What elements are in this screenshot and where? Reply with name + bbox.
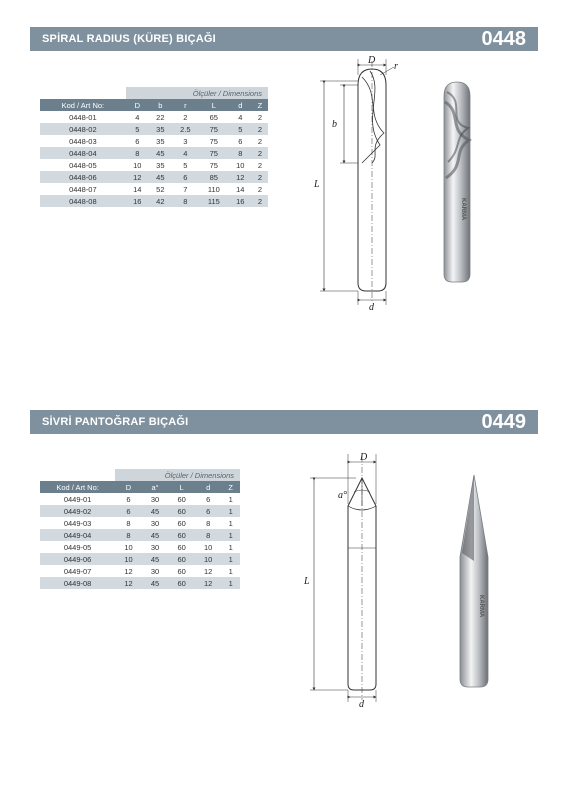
article-code-cell: 0448-03 — [40, 135, 126, 147]
label-L: L — [314, 179, 320, 190]
section-title: SİVRİ PANTOĞRAF BIÇAĞI — [42, 416, 189, 428]
dimension-cell: 5 — [229, 123, 252, 135]
dimension-cell: 6 — [195, 505, 222, 517]
dimension-cell: 45 — [142, 553, 169, 565]
dimension-cell: 45 — [149, 171, 172, 183]
dimension-cell: 115 — [199, 195, 229, 207]
dimension-cell: 12 — [126, 171, 149, 183]
label-d: d — [369, 302, 374, 313]
table-row — [40, 505, 240, 517]
dimension-cell: 75 — [199, 123, 229, 135]
product-code: 0448 — [481, 28, 526, 50]
dimension-cell: 35 — [149, 135, 172, 147]
article-code-cell: 0448-02 — [40, 123, 126, 135]
dimension-cell: 1 — [221, 553, 240, 565]
article-code-cell: 0448-01 — [40, 111, 126, 123]
dimension-cell: 10 — [195, 553, 222, 565]
dimension-cell: 8 — [195, 517, 222, 529]
column-header: b — [149, 99, 172, 111]
dimension-cell: 85 — [199, 171, 229, 183]
label-L: L — [304, 576, 310, 587]
column-header: Z — [252, 99, 268, 111]
table-row — [40, 553, 240, 565]
dimension-cell: 2 — [252, 183, 268, 195]
dimension-cell: 65 — [199, 111, 229, 123]
column-header-row — [40, 481, 240, 493]
dimension-cell: 14 — [229, 183, 252, 195]
section-header-0449 — [30, 410, 538, 434]
article-code-cell: 0448-07 — [40, 183, 126, 195]
dimension-cell: 2 — [172, 111, 199, 123]
dimension-cell: 8 — [195, 529, 222, 541]
column-header: a° — [142, 481, 169, 493]
dimension-cell: 1 — [221, 505, 240, 517]
label-D: D — [368, 55, 376, 66]
dimension-cell: 7 — [172, 183, 199, 195]
product-code: 0449 — [481, 411, 526, 433]
dimension-cell: 10 — [115, 541, 142, 553]
dimension-cell: 16 — [229, 195, 252, 207]
dimension-cell: 1 — [221, 517, 240, 529]
article-code-cell: 0449-05 — [40, 541, 115, 553]
dimension-cell: 30 — [142, 565, 169, 577]
dimension-cell: 45 — [149, 147, 172, 159]
dimension-cell: 2 — [252, 159, 268, 171]
dimension-cell: 2.5 — [172, 123, 199, 135]
dimension-cell: 45 — [142, 505, 169, 517]
dimension-cell: 12 — [195, 565, 222, 577]
dimension-cell: 8 — [126, 147, 149, 159]
dimension-cell: 6 — [126, 135, 149, 147]
dimension-cell: 16 — [126, 195, 149, 207]
dimension-cell: 2 — [252, 123, 268, 135]
article-code-cell: 0448-04 — [40, 147, 126, 159]
dimensions-caption: Ölçüler / Dimensions — [115, 469, 240, 481]
dimension-cell: 5 — [126, 123, 149, 135]
dimension-cell: 2 — [252, 147, 268, 159]
dimension-cell: 110 — [199, 183, 229, 195]
article-code-cell: 0449-01 — [40, 493, 115, 505]
table-row — [40, 159, 268, 171]
dimension-cell: 60 — [168, 565, 195, 577]
table-row — [40, 493, 240, 505]
dimensions-caption: Ölçüler / Dimensions — [126, 87, 268, 99]
column-header: Kod / Art No: — [40, 99, 126, 111]
dimension-cell: 22 — [149, 111, 172, 123]
section-header-0448 — [30, 27, 538, 51]
table-row — [40, 565, 240, 577]
dimension-cell: 4 — [172, 147, 199, 159]
column-header: D — [115, 481, 142, 493]
dimension-cell: 45 — [142, 577, 169, 589]
dimension-cell: 6 — [229, 135, 252, 147]
dimension-cell: 60 — [168, 493, 195, 505]
dimension-cell: 12 — [195, 577, 222, 589]
table-row — [40, 183, 268, 195]
article-code-cell: 0449-02 — [40, 505, 115, 517]
dimension-cell: 10 — [195, 541, 222, 553]
dimension-cell: 6 — [115, 505, 142, 517]
dimension-cell: 60 — [168, 517, 195, 529]
dimension-cell: 10 — [115, 553, 142, 565]
article-code-cell: 0448-05 — [40, 159, 126, 171]
dimension-cell: 10 — [229, 159, 252, 171]
tool-photo-0448 — [432, 78, 492, 288]
dimension-cell: 45 — [142, 529, 169, 541]
table-row — [40, 147, 268, 159]
dimension-cell: 14 — [126, 183, 149, 195]
dimension-cell: 12 — [229, 171, 252, 183]
table-row — [40, 517, 240, 529]
tool-photo-0449 — [440, 465, 510, 695]
label-angle: a° — [338, 490, 347, 501]
dimensions-caption-row — [40, 87, 268, 99]
dimension-cell: 2 — [252, 171, 268, 183]
article-code-cell: 0449-06 — [40, 553, 115, 565]
table-row — [40, 541, 240, 553]
section-title: SPİRAL RADIUS (KÜRE) BIÇAĞI — [42, 33, 216, 45]
column-header: D — [126, 99, 149, 111]
dimension-cell: 1 — [221, 541, 240, 553]
article-code-cell: 0449-08 — [40, 577, 115, 589]
dimension-cell: 6 — [195, 493, 222, 505]
dimension-cell: 42 — [149, 195, 172, 207]
label-r: r — [394, 61, 398, 72]
dimension-cell: 6 — [115, 493, 142, 505]
technical-drawing-0449 — [300, 448, 400, 708]
technical-drawing-0448 — [310, 55, 410, 313]
article-code-cell: 0449-03 — [40, 517, 115, 529]
dimensions-table-0449 — [40, 469, 240, 589]
dimension-cell: 2 — [252, 195, 268, 207]
dimension-cell: 8 — [229, 147, 252, 159]
dimension-cell: 1 — [221, 577, 240, 589]
dimension-cell: 52 — [149, 183, 172, 195]
table-row — [40, 529, 240, 541]
column-header: r — [172, 99, 199, 111]
dimension-cell: 8 — [115, 517, 142, 529]
dimension-cell: 3 — [172, 135, 199, 147]
dimension-cell: 35 — [149, 123, 172, 135]
dimension-cell: 4 — [229, 111, 252, 123]
dimensions-caption-row — [40, 469, 240, 481]
dimension-cell: 75 — [199, 147, 229, 159]
column-header: Kod / Art No: — [40, 481, 115, 493]
dimension-cell: 5 — [172, 159, 199, 171]
dimensions-table-0448 — [40, 87, 268, 207]
dimension-cell: 10 — [126, 159, 149, 171]
column-header: L — [168, 481, 195, 493]
article-code-cell: 0449-07 — [40, 565, 115, 577]
article-code-cell: 0448-06 — [40, 171, 126, 183]
table-row — [40, 123, 268, 135]
article-code-cell: 0448-08 — [40, 195, 126, 207]
label-D: D — [360, 452, 368, 463]
dimension-cell: 8 — [172, 195, 199, 207]
dimension-cell: 60 — [168, 577, 195, 589]
dimension-cell: 30 — [142, 517, 169, 529]
column-header: Z — [221, 481, 240, 493]
dimension-cell: 12 — [115, 565, 142, 577]
dimension-cell: 35 — [149, 159, 172, 171]
dimension-cell: 60 — [168, 505, 195, 517]
dimension-cell: 6 — [172, 171, 199, 183]
dimension-cell: 8 — [115, 529, 142, 541]
label-b: b — [332, 119, 337, 130]
column-header: d — [195, 481, 222, 493]
dimension-cell: 60 — [168, 541, 195, 553]
column-header-row — [40, 99, 268, 111]
dimension-cell: 1 — [221, 565, 240, 577]
dimension-cell: 75 — [199, 135, 229, 147]
dimension-cell: 12 — [115, 577, 142, 589]
table-row — [40, 577, 240, 589]
article-code-cell: 0449-04 — [40, 529, 115, 541]
dimension-cell: 2 — [252, 111, 268, 123]
label-d: d — [359, 699, 364, 710]
table-row — [40, 111, 268, 123]
dimension-cell: 75 — [199, 159, 229, 171]
dimension-cell: 1 — [221, 493, 240, 505]
table-row — [40, 171, 268, 183]
dimension-cell: 60 — [168, 553, 195, 565]
dimension-cell: 60 — [168, 529, 195, 541]
dimension-cell: 1 — [221, 529, 240, 541]
table-row — [40, 195, 268, 207]
dimension-cell: 30 — [142, 493, 169, 505]
dimension-cell: 2 — [252, 135, 268, 147]
brand-engraving: KARMA — [460, 198, 466, 221]
dimension-cell: 4 — [126, 111, 149, 123]
dimension-cell: 30 — [142, 541, 169, 553]
column-header: d — [229, 99, 252, 111]
column-header: L — [199, 99, 229, 111]
table-row — [40, 135, 268, 147]
brand-engraving: KARMA — [478, 595, 484, 618]
